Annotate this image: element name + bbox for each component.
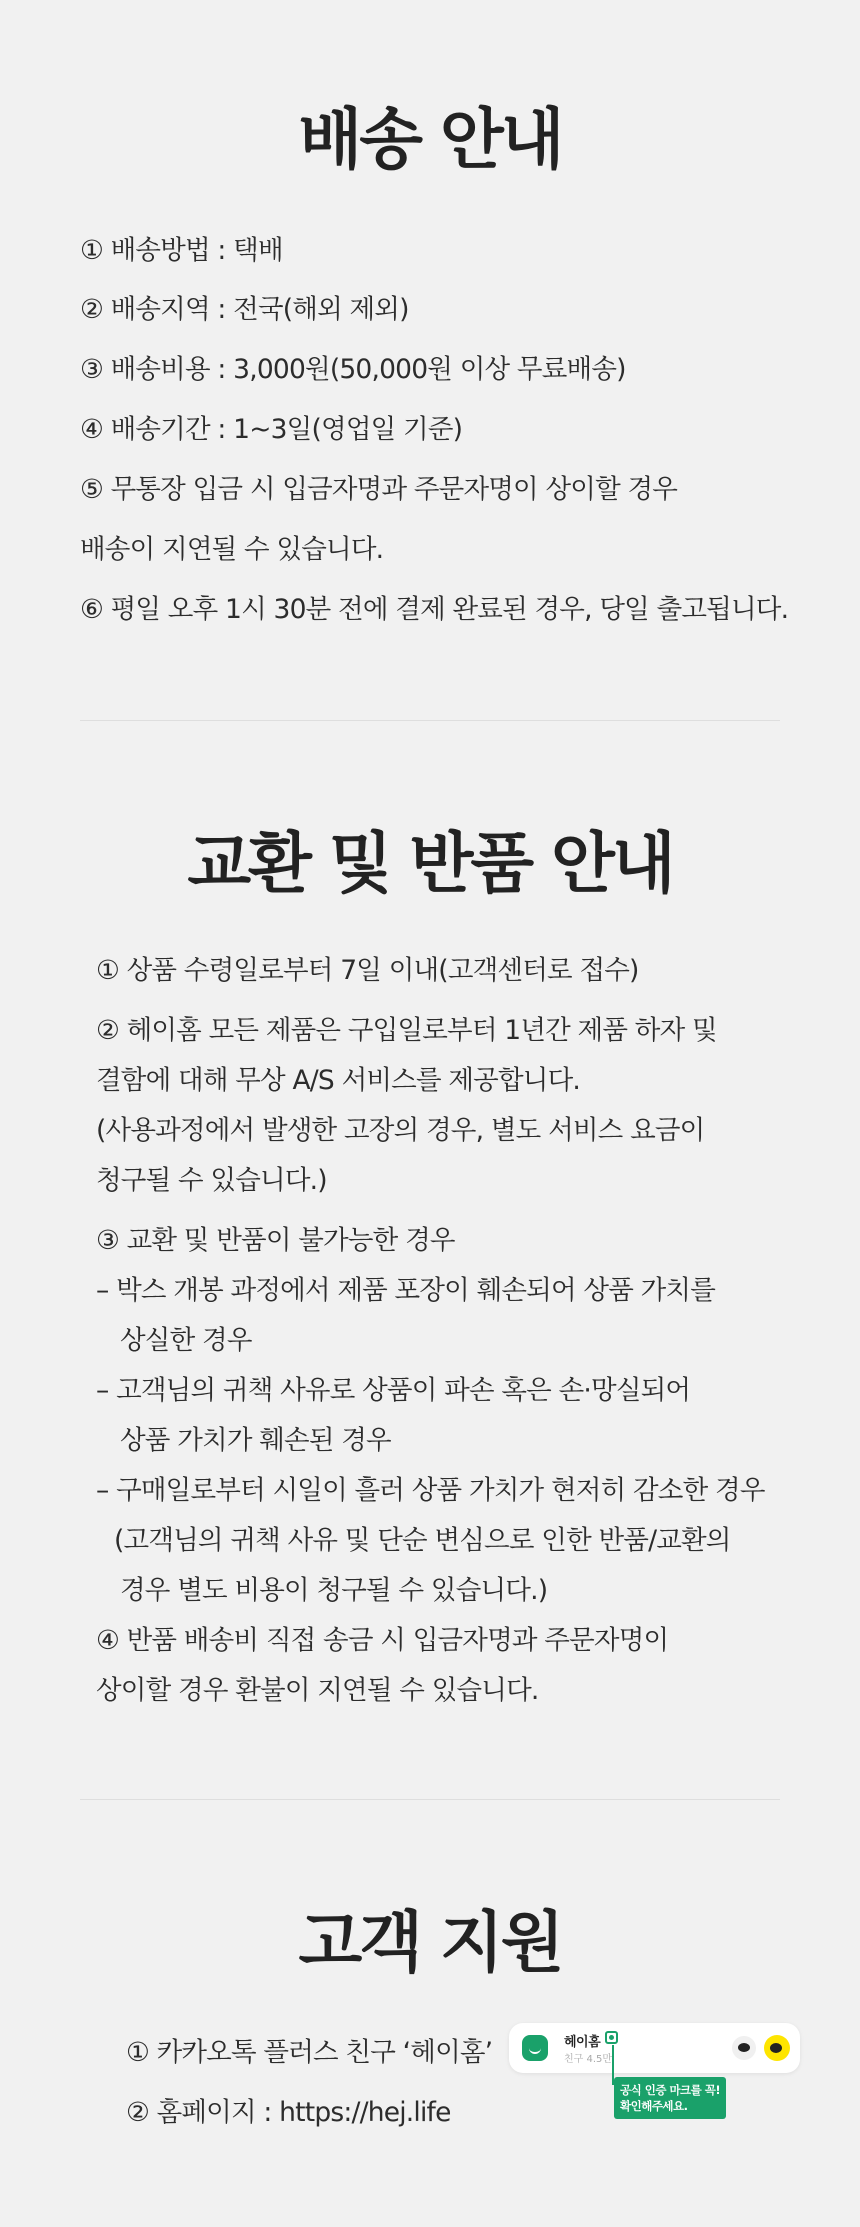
shipping-line: ③ 배송비용 : 3,000원(50,000원 이상 무료배송) [80,354,626,385]
support-kakao-line: ① 카카오톡 플러스 친구 ‘헤이홈’ [126,2037,493,2068]
callout-line: 확인해주세요. [620,2099,688,2113]
heyhome-logo-icon [522,2035,548,2061]
section-divider [80,1799,780,1800]
exchange-line: ③ 교환 및 반품이 불가능한 경우 [96,1225,455,1256]
kakao-channel-name: 헤이홈 [564,2035,601,2050]
exchange-line: 상이할 경우 환불이 지연될 수 있습니다. [96,1675,539,1706]
exchange-line: 청구될 수 있습니다.) [96,1165,327,1196]
support-homepage-line: ② 홈페이지 : https://hej.life [126,2097,451,2128]
shipping-line: 배송이 지연될 수 있습니다. [80,534,384,565]
exchange-line: 결함에 대해 무상 A/S 서비스를 제공합니다. [96,1065,581,1096]
exchange-title: 교환 및 반품 안내 [187,825,673,902]
exchange-line: 경우 별도 비용이 청구될 수 있습니다.) [120,1575,548,1606]
exchange-line: ② 헤이홈 모든 제품은 구입일로부터 1년간 제품 하자 및 [96,1015,717,1046]
exchange-line: – 구매일로부터 시일이 흘러 상품 가치가 현저히 감소한 경우 [96,1475,765,1506]
exchange-line: – 고객님의 귀책 사유로 상품이 파손 혹은 손·망실되어 [96,1375,691,1406]
callout-line: 공식 인증 마크를 꼭! [620,2083,721,2097]
kakao-friend-count: 친구 4.5만 [564,2054,613,2065]
verified-badge-icon [605,2031,618,2044]
shipping-line: ⑤ 무통장 입금 시 입금자명과 주문자명이 상이할 경우 [80,474,678,505]
shipping-line: ⑥ 평일 오후 1시 30분 전에 결제 완료된 경우, 당일 출고됩니다. [80,594,789,625]
exchange-line: ④ 반품 배송비 직접 송금 시 입금자명과 주문자명이 [96,1625,669,1656]
exchange-line: 상실한 경우 [120,1325,252,1356]
exchange-line: (사용과정에서 발생한 고장의 경우, 별도 서비스 요금이 [96,1115,705,1146]
chat-bubble-icon[interactable] [732,2036,756,2060]
shipping-line: ② 배송지역 : 전국(해외 제외) [80,294,409,325]
exchange-line: 상품 가치가 훼손된 경우 [120,1425,391,1456]
kakao-channel-card[interactable] [509,2023,800,2073]
verification-callout [614,2077,726,2119]
section-divider [80,720,780,721]
exchange-line: ① 상품 수령일로부터 7일 이내(고객센터로 접수) [96,955,639,986]
shipping-line: ① 배송방법 : 택배 [80,235,283,266]
exchange-line: – 박스 개봉 과정에서 제품 포장이 훼손되어 상품 가치를 [96,1275,716,1306]
exchange-line: (고객님의 귀책 사유 및 단순 변심으로 인한 반품/교환의 [114,1525,731,1556]
kakao-add-friend-icon[interactable] [764,2035,790,2061]
support-title: 고객 지원 [298,1904,562,1981]
shipping-title: 배송 안내 [298,101,562,178]
shipping-line: ④ 배송기간 : 1~3일(영업일 기준) [80,414,463,445]
